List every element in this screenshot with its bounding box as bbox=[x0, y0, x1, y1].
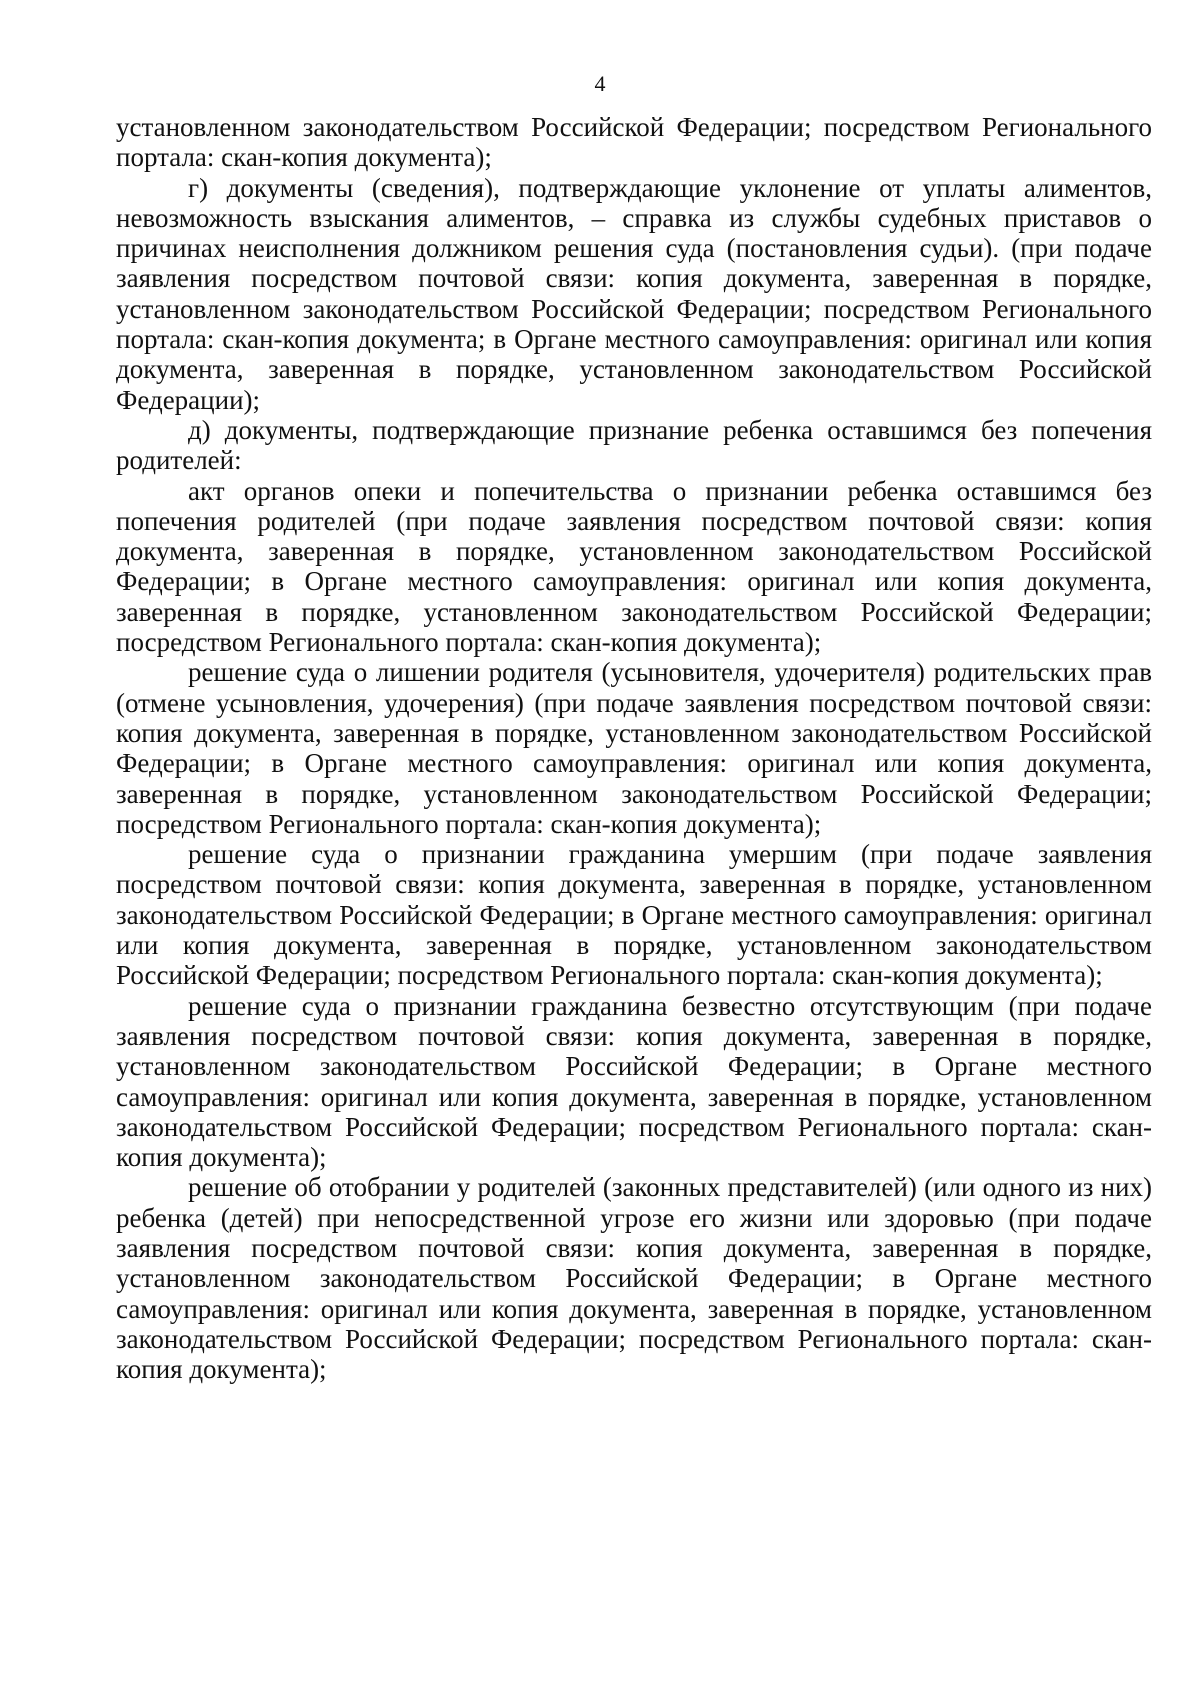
paragraph-item-d: д) документы, подтверждающие признание ребенка оставшимся без попечения родителей: bbox=[116, 414, 1152, 476]
paragraph-item-g: г) документы (сведения), подтверждающие уклонение от уплаты алиментов, невозможность взыскания алиментов, – справка из службы судебных приставов о причинах неисполнения должником решения суда (постановления судьи). (при подаче заявления посредством почтовой связи: копия документа, заверенная в порядке, установленном законодательством Российской Федерации; посредством Регионального портала: скан-копия документа; в Органе местного самоуправления: оригинал или копия документа, заверенная в порядке, установленном законодательством Российской Федерации); bbox=[116, 172, 1152, 415]
paragraph-child-removal: решение об отобрании у родителей (законных представителей) (или одного из них) ребенка (детей) при непосредственной угрозе его жизни или здоровью (при подаче заявления посредством почтовой связи: копия документа, заверенная в порядке, установленном законодательством Российской Федерации; в Органе местного самоуправления: оригинал или копия документа, заверенная в порядке, установленном законодательством Российской Федерации; посредством Регионального портала: скан-копия документа); bbox=[116, 1172, 1152, 1385]
page-number: 4 bbox=[594, 71, 606, 96]
paragraph-deprivation-of-rights: решение суда о лишении родителя (усыновителя, удочерителя) родительских прав (отмене усыновления, удочерения) (при подаче заявления посредством почтовой связи: копия документа, заверенная в порядке, установленном законодательством Российской Федерации; в Органе местного самоуправления: оригинал или копия документа, заверенная в порядке, установленном законодательством Российской Федерации; посредством Регионального портала: скан-копия документа); bbox=[116, 657, 1152, 839]
paragraph-declared-missing: решение суда о признании гражданина безвестно отсутствующим (при подаче заявления посредством почтовой связи: копия документа, заверенная в порядке, установленном законодательством Российской Федерации; в Органе местного самоуправления: оригинал или копия документа, заверенная в порядке, установленном законодательством Российской Федерации; посредством Регионального портала: скан-копия документа); bbox=[116, 990, 1152, 1173]
document-body bbox=[116, 112, 1152, 1384]
paragraph-guardianship-act: акт органов опеки и попечительства о признании ребенка оставшимся без попечения родителей (при подаче заявления посредством почтовой связи: копия документа, заверенная в порядке, установленном законодательством Российской Федерации; в Органе местного самоуправления: оригинал или копия документа, заверенная в порядке, установленном законодательством Российской Федерации; посредством Регионального портала: скан-копия документа); bbox=[116, 475, 1152, 658]
paragraph-continuation: установленном законодательством Российской Федерации; посредством Регионального портала: скан-копия документа); bbox=[116, 112, 1152, 173]
paragraph-declared-dead: решение суда о признании гражданина умершим (при подаче заявления посредством почтовой связи: копия документа, заверенная в порядке, установленном законодательством Российской Федерации; в Органе местного самоуправления: оригинал или копия документа, заверенная в порядке, установленном законодательством Российской Федерации; посредством Регионального портала: скан-копия документа); bbox=[116, 839, 1152, 991]
